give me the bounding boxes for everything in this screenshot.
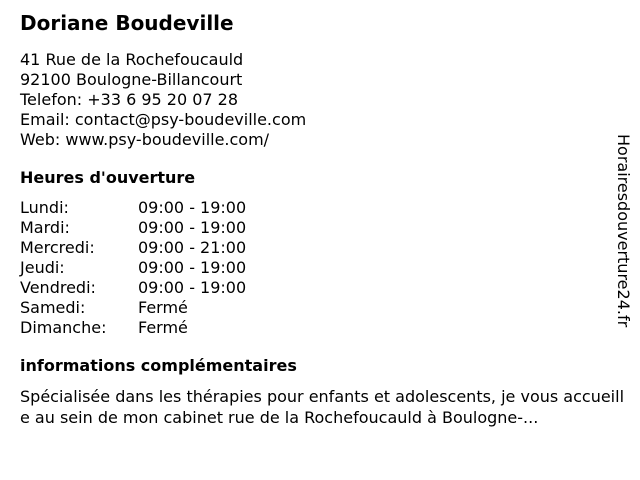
hours-row-friday (20, 278, 632, 298)
address-line-1: 41 Rue de la Rochefoucauld (20, 50, 244, 69)
day-label: Mercredi: (20, 238, 95, 257)
info-title: informations complémentaires (20, 356, 297, 375)
site-brand-vertical: Horairesdouverture24.fr (614, 134, 633, 328)
hours-row-monday (20, 198, 632, 218)
day-hours: 09:00 - 21:00 (138, 238, 247, 257)
hours-row-thursday (20, 258, 632, 278)
day-hours: 09:00 - 19:00 (138, 278, 247, 297)
web-line: Web: www.psy-boudeville.com/ (20, 130, 270, 149)
hours-row-sunday (20, 318, 632, 338)
day-hours: 09:00 - 19:00 (138, 258, 247, 277)
day-hours: Fermé (138, 318, 188, 337)
business-name: Doriane Boudeville (20, 11, 234, 35)
business-card (20, 10, 632, 428)
hours-row-wednesday (20, 238, 632, 258)
contact-block (20, 50, 632, 150)
day-label: Lundi: (20, 198, 69, 217)
hours-row-tuesday (20, 218, 632, 238)
day-label: Mardi: (20, 218, 70, 237)
day-hours: 09:00 - 19:00 (138, 198, 247, 217)
day-label: Jeudi: (20, 258, 65, 277)
day-hours: Fermé (138, 298, 188, 317)
email-line: Email: contact@psy-boudeville.com (20, 110, 307, 129)
day-label: Vendredi: (20, 278, 96, 297)
phone-line: Telefon: +33 6 95 20 07 28 (20, 90, 239, 109)
info-description: Spécialisée dans les thérapies pour enfants et adolescents, je vous accueille au sein de mon cabinet rue de la Rochefoucauld à Boulogne-... (20, 387, 625, 427)
day-label: Dimanche: (20, 318, 107, 337)
opening-hours-table (20, 198, 632, 338)
day-label: Samedi: (20, 298, 86, 317)
address-line-2: 92100 Boulogne-Billancourt (20, 70, 243, 89)
hours-title: Heures d'ouverture (20, 168, 196, 187)
day-hours: 09:00 - 19:00 (138, 218, 247, 237)
hours-row-saturday (20, 298, 632, 318)
